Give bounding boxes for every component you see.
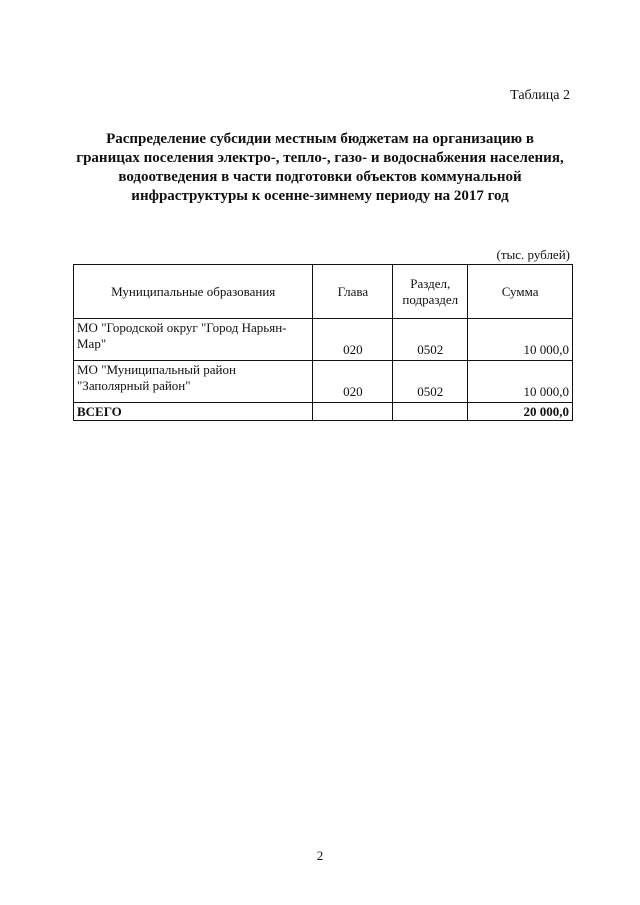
cell-municipality: МО "Городской округ "Город Нарьян-Мар" <box>74 319 313 361</box>
title-line: Распределение субсидии местным бюджетам на организацию в <box>106 131 534 147</box>
cell-section: 0502 <box>393 361 468 403</box>
total-amount: 20 000,0 <box>468 403 573 421</box>
cell-chapter: 020 <box>313 361 393 403</box>
title-line: границах поселения электро-, тепло-, газо- и водоснабжения населения, <box>76 150 564 166</box>
header-chapter: Глава <box>313 265 393 319</box>
cell-municipality: МО "Муниципальный район "Заполярный район" <box>74 361 313 403</box>
table-caption: Таблица 2 <box>510 88 570 103</box>
units-label: (тыс. рублей) <box>496 247 570 262</box>
table-row <box>74 361 573 403</box>
document-title <box>60 130 580 206</box>
title-line: водоотведения в части подготовки объектов коммунальной <box>118 169 522 185</box>
page-number: 2 <box>316 848 324 863</box>
total-label: ВСЕГО <box>74 403 313 421</box>
table-row <box>74 319 573 361</box>
cell-chapter: 020 <box>313 319 393 361</box>
total-empty-cell <box>313 403 393 421</box>
total-row <box>74 403 573 421</box>
table-header-row <box>74 265 573 319</box>
subsidy-table <box>73 264 573 421</box>
header-amount: Сумма <box>468 265 573 319</box>
cell-amount: 10 000,0 <box>468 319 573 361</box>
total-empty-cell <box>393 403 468 421</box>
cell-amount: 10 000,0 <box>468 361 573 403</box>
cell-section: 0502 <box>393 319 468 361</box>
header-municipality: Муниципальные образования <box>74 265 313 319</box>
header-section: Раздел, подраздел <box>393 265 468 319</box>
title-line: инфраструктуры к осенне-зимнему периоду на 2017 год <box>131 188 509 204</box>
